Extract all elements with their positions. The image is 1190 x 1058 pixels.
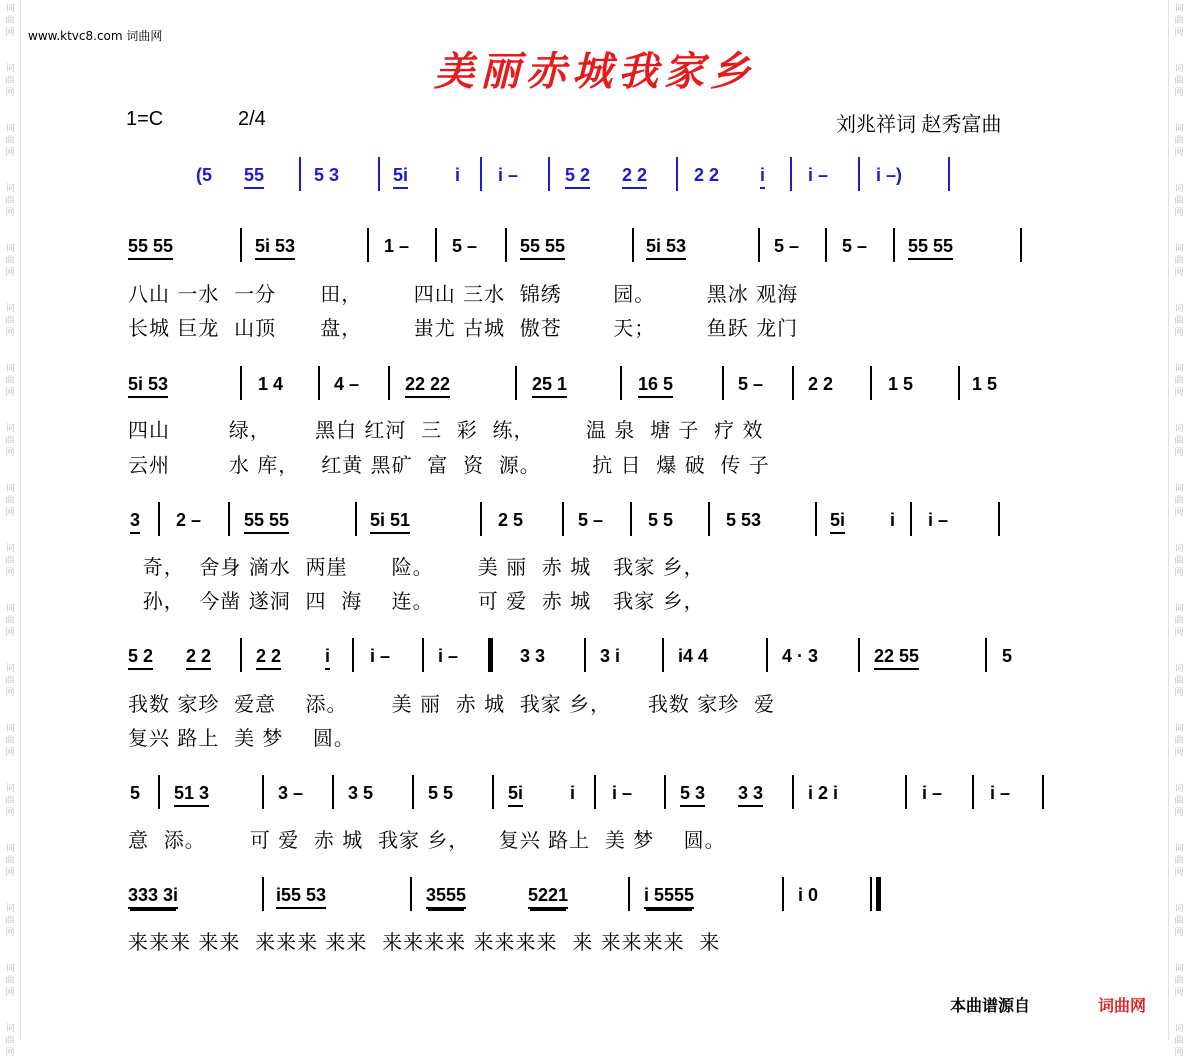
margin-watermark-char: 词 <box>5 604 15 614</box>
bar-line <box>262 877 264 911</box>
margin-watermark-char: 网 <box>1174 508 1184 518</box>
bar-line <box>240 638 242 672</box>
bar-line <box>422 638 424 672</box>
margin-watermark-char: 网 <box>1174 388 1184 398</box>
margin-watermark-char: 网 <box>5 808 15 818</box>
bar-line <box>158 502 160 536</box>
margin-watermark-char: 词 <box>1174 4 1184 14</box>
note-group: i 0 <box>798 885 819 905</box>
margin-watermark-char: 网 <box>1174 1048 1184 1058</box>
margin-watermark-char: 曲 <box>5 256 15 266</box>
margin-watermark-char: 网 <box>5 928 15 938</box>
margin-watermark-char: 网 <box>1174 628 1184 638</box>
note-group: 1 – <box>384 236 410 256</box>
margin-watermark-char: 网 <box>5 328 15 338</box>
note-group: 1 5 <box>972 374 998 394</box>
note-group: 1 4 <box>258 374 284 394</box>
bar-line <box>378 157 380 191</box>
margin-watermark-char: 曲 <box>1174 196 1184 206</box>
margin-watermark-char: 网 <box>1174 208 1184 218</box>
margin-watermark-char: 网 <box>5 1048 15 1058</box>
note-group: 2 2 <box>622 165 647 189</box>
notation-row-6 <box>0 885 1190 923</box>
lyric-line: 孙， 今凿 遂洞 四 海 连。 可 爱 赤 城 我家 乡， <box>128 589 705 613</box>
margin-watermark-char: 曲 <box>1174 556 1184 566</box>
margin-watermark-char: 网 <box>5 568 15 578</box>
margin-watermark-char: 词 <box>1174 664 1184 674</box>
margin-watermark-char: 词 <box>1174 424 1184 434</box>
bar-line <box>664 775 666 809</box>
note-group: 51 3 <box>174 783 209 807</box>
note-group: 3 – <box>278 783 304 803</box>
margin-watermark-char: 词 <box>1174 304 1184 314</box>
note-group: i <box>570 783 576 803</box>
bar-line <box>972 775 974 809</box>
note-group: 2 2 <box>256 646 281 670</box>
note-group: 5i 53 <box>255 236 295 260</box>
bar-line <box>998 502 1000 536</box>
bar-line <box>228 502 230 536</box>
bar-line <box>480 502 482 536</box>
note-group: 5 <box>1002 646 1013 666</box>
bar-line <box>562 502 564 536</box>
bar-line <box>632 228 634 262</box>
margin-watermark-char: 词 <box>5 724 15 734</box>
margin-watermark-char: 曲 <box>1174 916 1184 926</box>
note-group: 5221 <box>528 885 568 909</box>
bar-line <box>412 775 414 809</box>
margin-watermark-char: 词 <box>1174 904 1184 914</box>
bar-line <box>435 228 437 262</box>
bar-line <box>1042 775 1044 809</box>
margin-watermark-char: 曲 <box>5 796 15 806</box>
lyric-line: 长城 巨龙 山顶 盘， 蚩尤 古城 傲苍 天； 鱼跃 龙门 <box>128 316 799 340</box>
margin-watermark-char: 曲 <box>5 916 15 926</box>
margin-watermark-char: 网 <box>5 88 15 98</box>
note-group: 5i <box>508 783 523 807</box>
margin-watermark-char: 曲 <box>5 976 15 986</box>
margin-watermark-char: 曲 <box>1174 976 1184 986</box>
bar-line <box>367 228 369 262</box>
bar-line <box>630 502 632 536</box>
bar-line <box>318 366 320 400</box>
bar-line <box>628 877 630 911</box>
margin-watermark-char: 曲 <box>5 676 15 686</box>
margin-watermark-char: 曲 <box>1174 736 1184 746</box>
margin-watermark-char: 词 <box>5 364 15 374</box>
margin-watermark-char: 词 <box>1174 844 1184 854</box>
note-group: i4 4 <box>678 646 709 666</box>
note-group: 5 – <box>452 236 478 256</box>
note-group: 333 3i <box>128 885 178 909</box>
margin-watermark-char: 词 <box>5 904 15 914</box>
note-group: i – <box>498 165 519 185</box>
bar-line <box>480 157 482 191</box>
margin-watermark-char: 网 <box>1174 568 1184 578</box>
site-url[interactable]: www.ktvc8.com 词曲网 <box>28 29 163 43</box>
margin-watermark-char: 曲 <box>1174 256 1184 266</box>
lyric-line: 奇， 舍身 滴水 两崖 险。 美 丽 赤 城 我家 乡， <box>128 555 705 579</box>
margin-watermark-char: 词 <box>5 64 15 74</box>
lyric-line: 来来来 来来 来来来 来来 来来来来 来来来来 来 来来来来 来 <box>128 930 721 954</box>
margin-watermark-char: 曲 <box>5 16 15 26</box>
bar-line <box>548 157 550 191</box>
note-group: 5i <box>393 165 408 189</box>
bar-line <box>708 502 710 536</box>
note-group: 2 2 <box>694 165 720 185</box>
note-group: 55 55 <box>128 236 173 260</box>
margin-watermark-char: 曲 <box>5 136 15 146</box>
bar-line <box>355 502 357 536</box>
note-group: 5 2 <box>565 165 590 189</box>
note-group: i – <box>922 783 943 803</box>
note-group: 22 55 <box>874 646 919 670</box>
bar-line <box>758 228 760 262</box>
bar-line <box>388 366 390 400</box>
margin-watermark-char: 网 <box>1174 268 1184 278</box>
margin-watermark-char: 网 <box>1174 328 1184 338</box>
notation-row-5 <box>0 783 1190 821</box>
bar-line <box>240 366 242 400</box>
margin-watermark-char: 曲 <box>1174 316 1184 326</box>
margin-watermark-char: 词 <box>5 244 15 254</box>
margin-watermark-char: 曲 <box>5 856 15 866</box>
margin-watermark-char: 词 <box>5 844 15 854</box>
bar-line <box>1020 228 1022 262</box>
margin-watermark-char: 网 <box>5 988 15 998</box>
note-group: 2 2 <box>186 646 211 670</box>
margin-watermark-char: 词 <box>5 784 15 794</box>
margin-watermark-char: 词 <box>5 544 15 554</box>
notation-row-2 <box>0 374 1190 412</box>
margin-watermark-char: 曲 <box>5 736 15 746</box>
margin-watermark-char: 网 <box>1174 868 1184 878</box>
note-group: 5 3 <box>314 165 340 185</box>
note-group: 55 55 <box>520 236 565 260</box>
notation-row-4 <box>0 646 1190 684</box>
bar-line <box>910 502 912 536</box>
margin-watermark-char: 词 <box>1174 484 1184 494</box>
margin-watermark-char: 网 <box>5 448 15 458</box>
margin-watermark-char: 词 <box>1174 124 1184 134</box>
note-group: 3 5 <box>348 783 374 803</box>
margin-watermark-char: 曲 <box>1174 76 1184 86</box>
bar-line <box>825 228 827 262</box>
note-group: 5 – <box>774 236 800 256</box>
margin-watermark-char: 词 <box>1174 964 1184 974</box>
bar-line <box>790 157 792 191</box>
note-group: 3555 <box>426 885 466 909</box>
margin-watermark-char: 曲 <box>5 616 15 626</box>
margin-watermark-char: 曲 <box>1174 436 1184 446</box>
margin-watermark-char: 网 <box>1174 988 1184 998</box>
bar-line <box>948 157 950 191</box>
margin-watermark-char: 曲 <box>5 316 15 326</box>
margin-watermark-char: 词 <box>1174 244 1184 254</box>
bar-line <box>792 775 794 809</box>
bar-line <box>158 775 160 809</box>
repeat-bar <box>488 638 493 672</box>
note-group: i – <box>438 646 459 666</box>
margin-watermark-char: 词 <box>5 484 15 494</box>
time-signature: 2/4 <box>238 108 266 130</box>
margin-watermark-char: 曲 <box>5 76 15 86</box>
note-group: 5 – <box>738 374 764 394</box>
margin-watermark-char: 网 <box>1174 28 1184 38</box>
note-group: 16 5 <box>638 374 673 398</box>
bar-line <box>662 638 664 672</box>
note-group: 25 1 <box>532 374 567 398</box>
bar-line <box>676 157 678 191</box>
margin-watermark-char: 网 <box>5 508 15 518</box>
margin-watermark-char: 词 <box>1174 784 1184 794</box>
footer-site-link[interactable]: 词曲网 <box>1098 996 1147 1015</box>
bar-line <box>262 775 264 809</box>
note-group: 5i 53 <box>128 374 168 398</box>
margin-watermark-char: 网 <box>1174 688 1184 698</box>
bar-line <box>240 228 242 262</box>
note-group: i – <box>612 783 633 803</box>
margin-watermark-char: 网 <box>5 388 15 398</box>
margin-watermark-char: 网 <box>5 868 15 878</box>
margin-watermark-char: 网 <box>5 148 15 158</box>
margin-watermark-char: 网 <box>5 628 15 638</box>
margin-watermark-char: 词 <box>1174 184 1184 194</box>
margin-watermark-char: 词 <box>1174 1024 1184 1034</box>
bar-line <box>958 366 960 400</box>
margin-watermark-char: 词 <box>5 124 15 134</box>
note-group: 4 · 3 <box>782 646 819 666</box>
bar-line <box>620 366 622 400</box>
note-group: 2 – <box>176 510 202 530</box>
bar-line <box>815 502 817 536</box>
bar-line <box>299 157 301 191</box>
note-group: 55 <box>244 165 264 189</box>
note-group: i – <box>370 646 391 666</box>
note-group: 3 <box>130 510 140 534</box>
key-signature: 1=C <box>126 108 164 130</box>
bar-line <box>722 366 724 400</box>
margin-watermark-char: 词 <box>1174 724 1184 734</box>
margin-watermark-char: 词 <box>5 964 15 974</box>
margin-watermark-char: 词 <box>5 424 15 434</box>
margin-watermark-char: 网 <box>1174 88 1184 98</box>
margin-watermark-char: 词 <box>1174 544 1184 554</box>
final-bar <box>876 877 881 911</box>
note-group: 3 3 <box>520 646 546 666</box>
note-group: i –) <box>876 165 903 185</box>
note-group: i <box>760 165 765 189</box>
note-group: i55 53 <box>276 885 326 909</box>
note-group: 5i <box>830 510 845 534</box>
note-group: i <box>455 165 461 185</box>
margin-watermark-char: 网 <box>1174 148 1184 158</box>
bar-line <box>352 638 354 672</box>
margin-watermark-char: 词 <box>1174 604 1184 614</box>
note-group: 5 5 <box>648 510 674 530</box>
bar-line <box>792 366 794 400</box>
margin-watermark-char: 网 <box>1174 808 1184 818</box>
note-group: 5 3 <box>680 783 705 807</box>
margin-watermark-char: 网 <box>5 688 15 698</box>
note-group: 2 2 <box>808 374 834 394</box>
bar-line <box>410 877 412 911</box>
margin-watermark-char: 词 <box>5 304 15 314</box>
margin-watermark-char: 曲 <box>1174 16 1184 26</box>
bar-line <box>870 877 872 911</box>
margin-watermark-char: 词 <box>5 664 15 674</box>
song-title: 美丽赤城我家乡 <box>434 48 756 95</box>
note-group: 5 2 <box>128 646 153 670</box>
notation-row-3 <box>0 510 1190 548</box>
margin-watermark-char: 曲 <box>5 1036 15 1046</box>
note-group: 3 i <box>600 646 621 666</box>
note-group: 2 5 <box>498 510 524 530</box>
bar-line <box>893 228 895 262</box>
note-group: 5 – <box>842 236 868 256</box>
lyric-line: 八山 一水 一分 田， 四山 三水 锦绣 园。 黑冰 观海 <box>128 282 799 306</box>
bar-line <box>905 775 907 809</box>
note-group: 5 – <box>578 510 604 530</box>
margin-watermark-char: 曲 <box>5 496 15 506</box>
note-group: 55 55 <box>908 236 953 260</box>
bar-line <box>858 157 860 191</box>
margin-watermark-char: 网 <box>5 268 15 278</box>
note-group: 5i 51 <box>370 510 410 534</box>
margin-watermark-char: 曲 <box>1174 796 1184 806</box>
credits: 刘兆祥词 赵秀富曲 <box>836 114 1002 136</box>
bar-line <box>515 366 517 400</box>
note-group: 5 <box>130 783 141 803</box>
margin-watermark-char: 词 <box>5 1024 15 1034</box>
bar-line <box>766 638 768 672</box>
margin-watermark-char: 曲 <box>1174 496 1184 506</box>
note-group: 5 5 <box>428 783 454 803</box>
margin-watermark-char: 曲 <box>5 436 15 446</box>
bar-line <box>594 775 596 809</box>
note-group: i <box>890 510 896 530</box>
margin-watermark-char: 词 <box>5 184 15 194</box>
margin-watermark-char: 网 <box>1174 748 1184 758</box>
lyric-line: 我数 家珍 爱意 添。 美 丽 赤 城 我家 乡， 我数 家珍 爱 <box>128 692 776 716</box>
note-group: 5i 53 <box>646 236 686 260</box>
margin-watermark-char: 词 <box>5 4 15 14</box>
intro-line <box>0 165 1190 203</box>
margin-watermark-char: 曲 <box>5 376 15 386</box>
margin-watermark-char: 曲 <box>1174 856 1184 866</box>
margin-watermark-char: 曲 <box>5 556 15 566</box>
margin-watermark-char: 网 <box>1174 928 1184 938</box>
bar-line <box>332 775 334 809</box>
margin-watermark-char: 网 <box>5 208 15 218</box>
lyric-line: 四山 绿， 黑白 红河 三 彩 练， 温 泉 塘 子 疗 效 <box>128 418 764 442</box>
note-group: i – <box>990 783 1011 803</box>
margin-watermark-char: 网 <box>5 748 15 758</box>
bar-line <box>870 366 872 400</box>
margin-watermark-char: 曲 <box>1174 136 1184 146</box>
note-group: 22 22 <box>405 374 450 398</box>
margin-watermark-char: 曲 <box>1174 616 1184 626</box>
note-group: 1 5 <box>888 374 914 394</box>
bar-line <box>492 775 494 809</box>
note-group: i <box>325 646 330 670</box>
note-group: i – <box>928 510 949 530</box>
margin-watermark-char: 曲 <box>1174 1036 1184 1046</box>
bar-line <box>985 638 987 672</box>
bar-line <box>584 638 586 672</box>
margin-watermark-char: 网 <box>5 28 15 38</box>
margin-watermark-char: 曲 <box>1174 376 1184 386</box>
note-group: i – <box>808 165 829 185</box>
footer-source: 本曲谱源自 <box>950 996 1031 1015</box>
margin-watermark-char: 词 <box>1174 64 1184 74</box>
margin-watermark-char: 网 <box>1174 448 1184 458</box>
bar-line <box>505 228 507 262</box>
lyric-line: 复兴 路上 美 梦 圆。 <box>128 726 355 750</box>
bar-line <box>782 877 784 911</box>
margin-watermark-char: 曲 <box>5 196 15 206</box>
note-group: 5 53 <box>726 510 762 530</box>
note-group: 3 3 <box>738 783 763 807</box>
margin-watermark-char: 词 <box>1174 364 1184 374</box>
note-group: (5 <box>196 165 213 185</box>
lyric-line: 云州 水 库， 红黄 黑矿 富 资 源。 抗 日 爆 破 传 子 <box>128 453 770 477</box>
note-group: i 5555 <box>644 885 694 909</box>
bar-line <box>858 638 860 672</box>
notation-row-1 <box>0 236 1190 274</box>
note-group: 4 – <box>334 374 360 394</box>
note-group: i 2 i <box>808 783 839 803</box>
note-group: 55 55 <box>244 510 289 534</box>
lyric-line: 意 添。 可 爱 赤 城 我家 乡， 复兴 路上 美 梦 圆。 <box>128 828 726 852</box>
margin-watermark-char: 曲 <box>1174 676 1184 686</box>
